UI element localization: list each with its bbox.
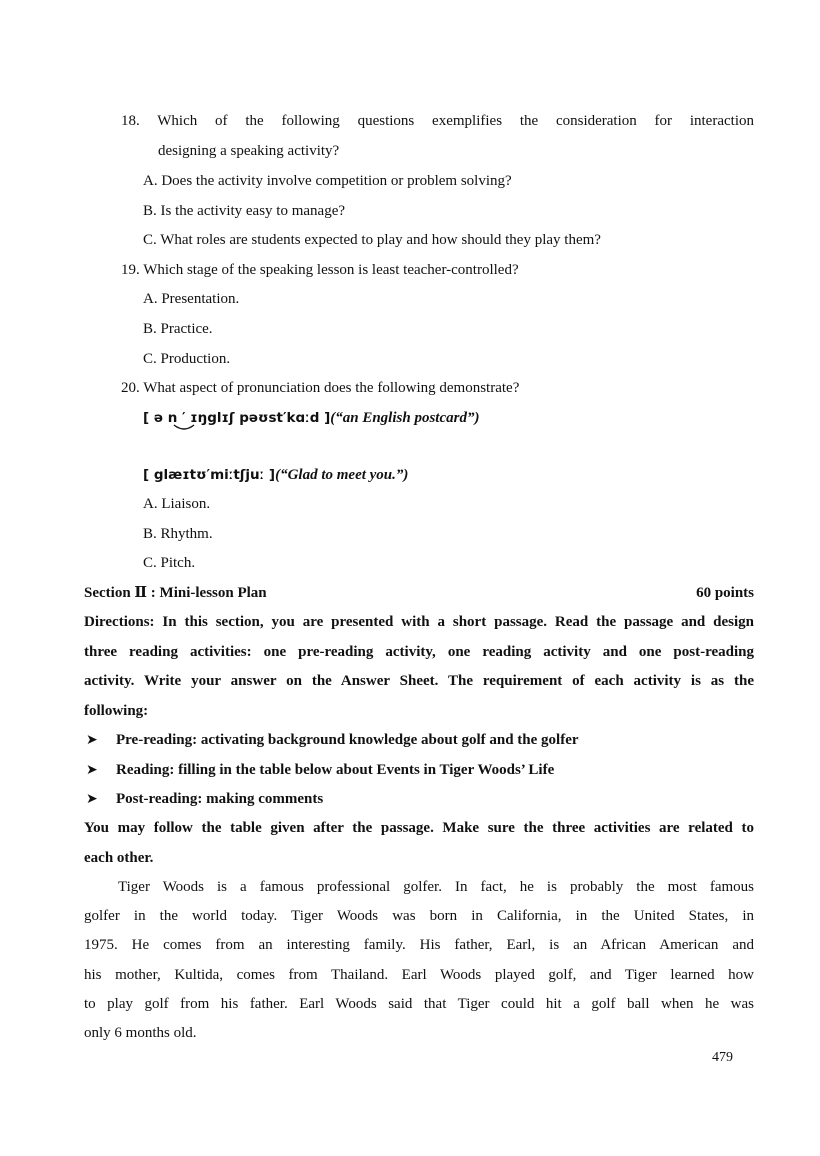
bullet-pre-reading: ➤ Pre-reading: activating background knowledge about golf and the golfer [86, 732, 579, 748]
phonetic-transcription-2: [ glæɪtʊ′miːtʃjuː ] [143, 467, 276, 483]
directions-line-2: three reading activities: one pre-reading activity, one reading activity and one post-reading [84, 644, 754, 660]
question-19-option-a: A. Presentation. [143, 291, 240, 307]
phonetic-gloss-2: (“Glad to meet you.”) [275, 467, 409, 483]
passage-line-6: only 6 months old. [84, 1025, 197, 1041]
question-18-stem-cont: designing a speaking activity? [158, 143, 340, 159]
question-20-stem: 20. What aspect of pronunciation does the following demonstrate? [121, 380, 520, 396]
question-18-option-c: C. What roles are students expected to play and how should they play them? [143, 232, 601, 248]
passage-line-5: to play golf from his father. Earl Woods said that Tiger could hit a golf ball when he was [84, 996, 754, 1012]
question-19-stem: 19. Which stage of the speaking lesson is least teacher-controlled? [121, 262, 519, 278]
directions-line-3: activity. Write your answer on the Answer Sheet. The requirement of each activity is as the [84, 673, 754, 689]
bullet-post-reading: ➤ Post-reading: making comments [86, 791, 324, 807]
phonetic-example-2 [143, 465, 408, 485]
passage-line-4: his mother, Kultida, comes from Thailand. Earl Woods played golf, and Tiger learned how [84, 967, 754, 983]
directions-line-4: following: [84, 703, 149, 719]
question-18-option-a: A. Does the activity involve competition or problem solving? [143, 173, 512, 189]
question-19-option-b: B. Practice. [143, 321, 213, 337]
question-20-option-b: B. Rhythm. [143, 526, 213, 542]
passage-line-2: golfer in the world today. Tiger Woods was born in California, in the United States, in [84, 908, 754, 924]
arrowhead-icon: ➤ [86, 791, 98, 807]
note-line-1: You may follow the table given after the passage. Make sure the three activities are related to [84, 820, 754, 836]
directions-line-1: Directions: In this section, you are presented with a short passage. Read the passage and design [84, 614, 754, 630]
phonetic-gloss-1: (“an English postcard”) [330, 410, 480, 426]
note-line-2: each other. [84, 850, 154, 866]
question-20-option-c: C. Pitch. [143, 555, 196, 571]
section-title: Section Ⅱ : Mini-lesson Plan [84, 585, 267, 601]
question-18-option-b: B. Is the activity easy to manage? [143, 203, 346, 219]
passage-line-1: Tiger Woods is a famous professional golfer. In fact, he is probably the most famous [118, 879, 754, 895]
passage-line-3: 1975. He comes from an interesting family. His father, Earl, is an African American and [84, 937, 754, 953]
bullet-reading: ➤ Reading: filling in the table below about Events in Tiger Woods’ Life [86, 762, 555, 778]
question-19-option-c: C. Production. [143, 351, 231, 367]
question-20-option-a: A. Liaison. [143, 496, 211, 512]
page-number: 479 [712, 1050, 733, 1065]
liaison-arc-icon [172, 424, 196, 432]
question-18-stem: 18. Which of the following questions exemplifies the consideration for interaction [121, 113, 754, 129]
section-points: 60 points [696, 585, 754, 601]
phonetic-transcription-1: [ ə n ′ ɪŋglɪʃ pəʊst′kɑːd ] [143, 410, 331, 426]
arrowhead-icon: ➤ [86, 732, 98, 748]
arrowhead-icon: ➤ [86, 762, 98, 778]
